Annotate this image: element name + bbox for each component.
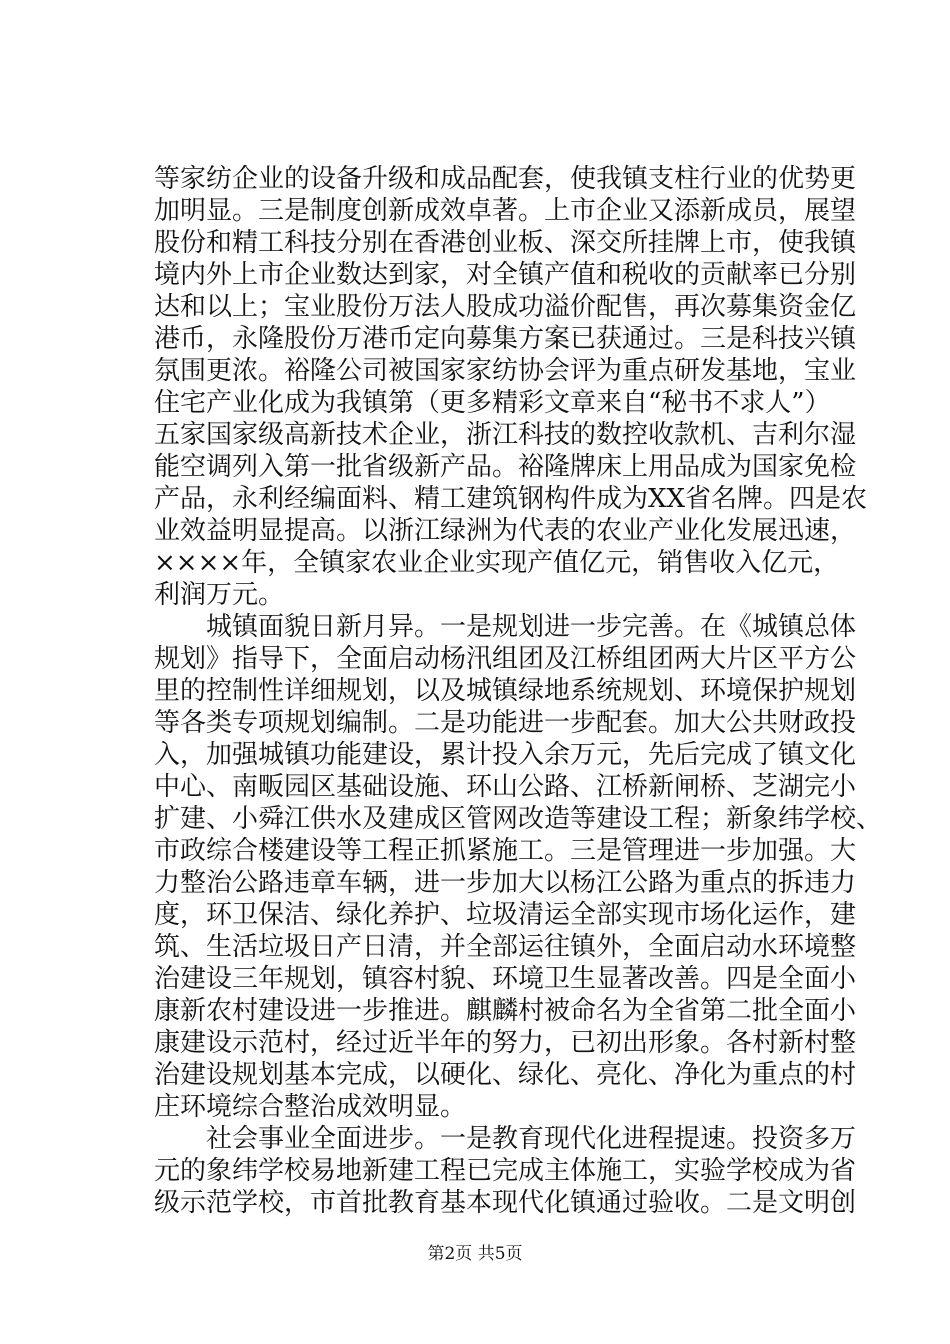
text-line: 等家纺企业的设备升级和成品配套，使我镇支柱行业的优势更: [154, 164, 857, 194]
text-line: 扩建、小舜江供水及建成区管网改造等建设工程；新象纬学校、: [154, 804, 883, 834]
text-line: 入，加强城镇功能建设，累计投入余万元，先后完成了镇文化: [154, 740, 857, 770]
text-line: 五家国家级高新技术企业，浙江科技的数控收款机、吉利尔湿: [154, 420, 857, 450]
text-line: 度，环卫保洁、绿化养护、垃圾清运全部实现市场化运作，建: [154, 900, 857, 930]
text-line: 股份和精工科技分别在香港创业板、深交所挂牌上市，使我镇: [154, 228, 857, 258]
text-line: 治建设规划基本完成，以硬化、绿化、亮化、净化为重点的村: [154, 1060, 857, 1090]
text-line: 中心、南畈园区基础设施、环山公路、江桥新闸桥、芝湖完小: [154, 772, 857, 802]
text-line: 氛围更浓。裕隆公司被国家家纺协会评为重点研发基地，宝业: [154, 356, 857, 386]
text-line: 康建设示范村，经过近半年的努力，已初出形象。各村新村整: [154, 1028, 857, 1058]
text-line: 筑、生活垃圾日产日清，并全部运往镇外，全面启动水环境整: [154, 932, 857, 962]
text-line: 市政综合楼建设等工程正抓紧施工。三是管理进一步加强。大: [154, 836, 857, 866]
text-line: 力整治公路违章车辆，进一步加大以杨江公路为重点的拆违力: [154, 868, 857, 898]
body-text: [154, 163, 883, 1219]
text-line: 港币，永隆股份万港币定向募集方案已获通过。三是科技兴镇: [154, 324, 857, 354]
text-line: 等各类专项规划编制。二是功能进一步配套。加大公共财政投: [154, 708, 857, 738]
text-line: 达和以上；宝业股份万法人股成功溢价配售，再次募集资金亿: [154, 292, 857, 322]
text-line: 治建设三年规划，镇容村貌、环境卫生显著改善。四是全面小: [154, 964, 857, 994]
text-line: ××××年，全镇家农业企业实现产值亿元，销售收入亿元，: [154, 548, 840, 578]
page-footer: 第2页 共5页: [427, 1244, 523, 1264]
text-line: 加明显。三是制度创新成效卓著。上市企业又添新成员，展望: [154, 196, 857, 226]
text-line: 住宅产业化成为我镇第（更多精彩文章来自“秘书不求人”）: [154, 388, 831, 418]
text-line: 业效益明显提高。以浙江绿洲为代表的农业产业化发展迅速，: [154, 516, 857, 546]
paragraph-start-line: 城镇面貌日新月异。一是规划进一步完善。在《城镇总体: [206, 612, 857, 642]
text-line: 元的象纬学校易地新建工程已完成主体施工，实验学校成为省: [154, 1156, 857, 1186]
text-line: 规划》指导下，全面启动杨汛组团及江桥组团两大片区平方公: [154, 644, 857, 674]
text-line: 康新农村建设进一步推进。麒麟村被命名为全省第二批全面小: [154, 996, 857, 1026]
text-line: 利润万元。: [154, 580, 285, 610]
text-line: 级示范学校，市首批教育基本现代化镇通过验收。二是文明创: [154, 1188, 857, 1218]
text-line: 庄环境综合整治成效明显。: [154, 1092, 467, 1122]
text-line: 产品，永利经编面料、精工建筑钢构件成为XX省名牌。四是农: [154, 484, 868, 514]
text-line: 里的控制性详细规划，以及城镇绿地系统规划、环境保护规划: [154, 676, 857, 706]
text-line: 能空调列入第一批省级新产品。裕隆牌床上用品成为国家免检: [154, 452, 857, 482]
paragraph-start-line: 社会事业全面进步。一是教育现代化进程提速。投资多万: [206, 1124, 857, 1154]
text-line: 境内外上市企业数达到家，对全镇产值和税收的贡献率已分别: [154, 260, 857, 290]
